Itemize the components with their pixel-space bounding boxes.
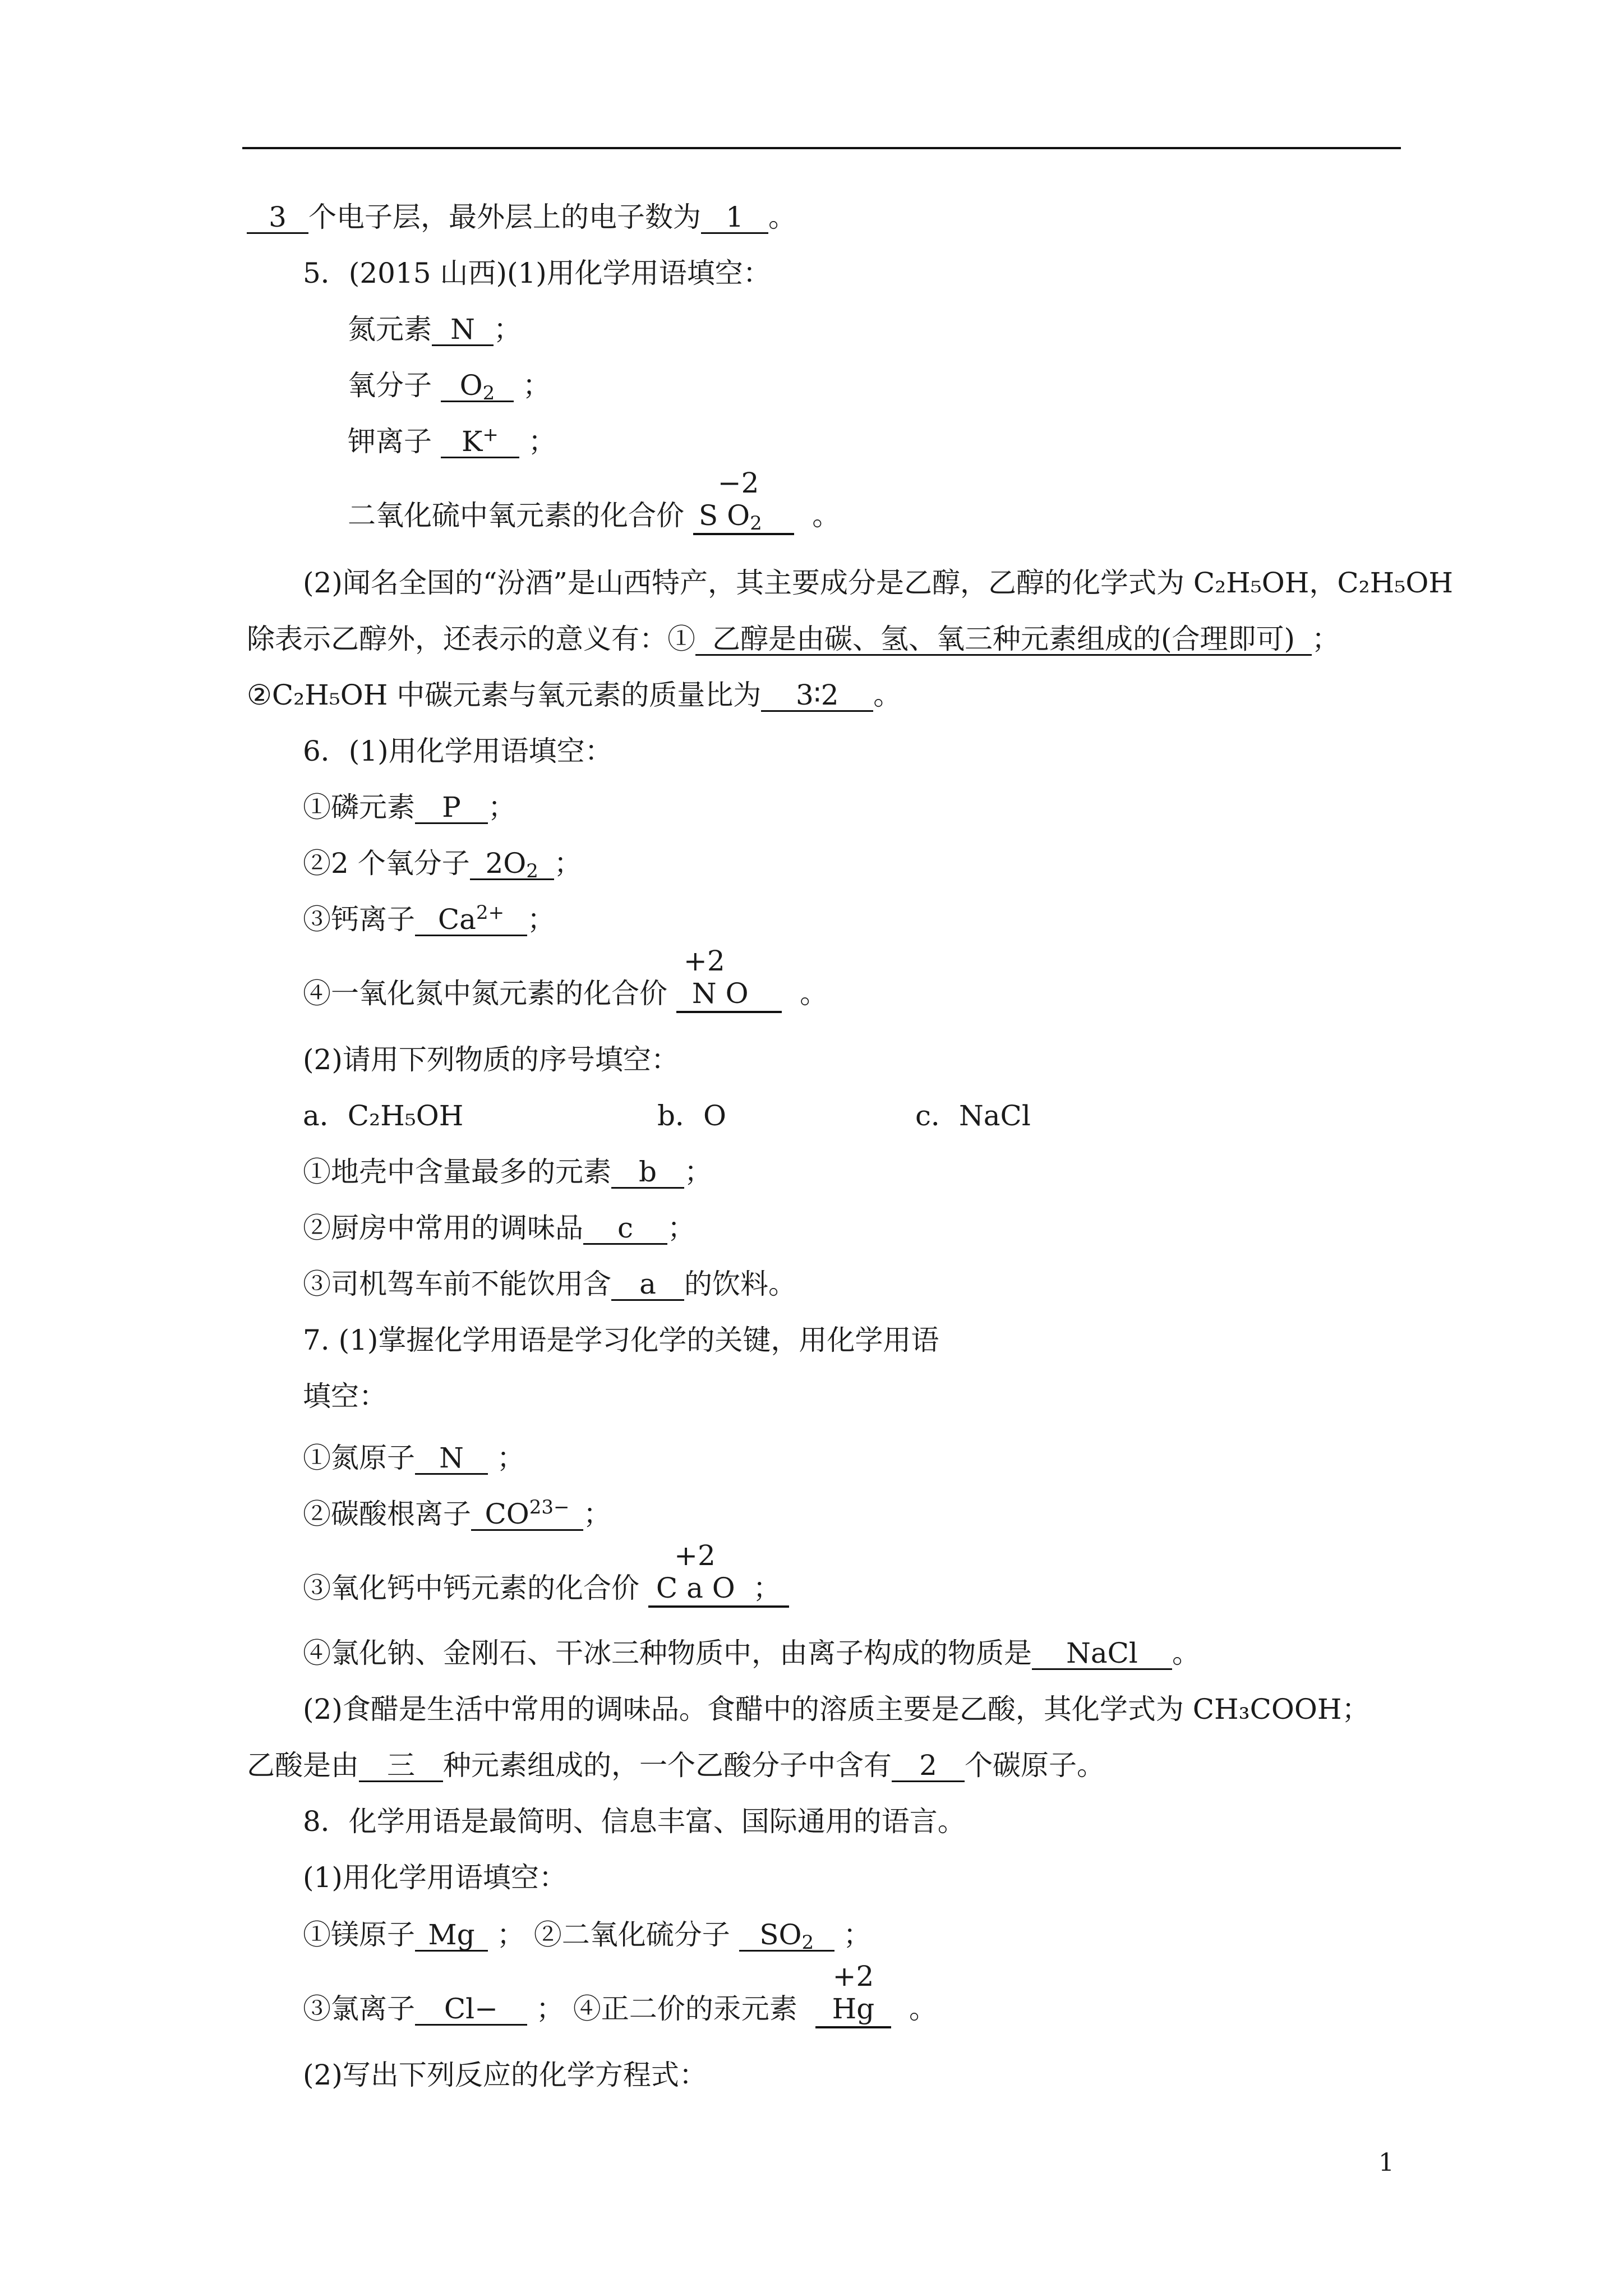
answer-blank: $Ca^{2+}$ — [415, 904, 527, 936]
text-line: (1)用化学用语填空： — [303, 1861, 567, 1894]
text-line: ③司机驾车前不能饮用含 a 的饮料。 — [303, 1268, 796, 1300]
text-line: ④氯化钠、金刚石、干冰三种物质中，由离子构成的物质是 NaCl 。 — [303, 1637, 1200, 1669]
answer-blank: c — [583, 1213, 667, 1245]
answer-blank: 1 — [701, 202, 768, 234]
answer-blank: 3∶2 — [761, 680, 873, 712]
text-line: (2)闻名全国的“汾酒”是山西特产，其主要成分是乙醇，乙醇的化学式为 C₂H₅OH，C₂H₅OH — [303, 567, 1453, 599]
text-line: 氮元素 N ； — [348, 313, 522, 346]
question-7-heading: 7. (1)掌握化学用语是学习化学的关键，用化学用语 — [303, 1324, 939, 1356]
text-line: 3 个电子层，最外层上的电子数为 1 。 — [247, 200, 796, 234]
answer-blank: $SO_2$ — [739, 1920, 834, 1952]
valence-formula: +2 Hg — [815, 1991, 892, 2028]
answer-blank: $2O_2$ — [470, 848, 554, 880]
header-rule — [242, 147, 1401, 149]
answer-blank: 乙醇是由碳、氢、氧三种元素组成的(合理即可) — [695, 624, 1312, 656]
text-line: ①地壳中含量最多的元素 b ； — [303, 1156, 712, 1188]
option-a: a．C₂H₅OH — [303, 1099, 464, 1132]
text-line: ③氧化钙中钙元素的化合价 C +2 a O ； — [303, 1571, 789, 1608]
text-line: ②碳酸根离子 $CO^{23-}$ ； — [303, 1496, 611, 1530]
text-line: (2)写出下列反应的化学方程式： — [303, 2059, 707, 2091]
text-line: ①镁原子 Mg ； ②二氧化硫分子 $SO_2$ ； — [303, 1918, 872, 1954]
text-line: ③钙离子 $Ca^{2+}$ ； — [303, 901, 555, 936]
text-line: (2)食醋是生活中常用的调味品。食醋中的溶质主要是乙酸，其化学式为 CH₃COOH； — [303, 1693, 1370, 1726]
valence-formula: +2 N O — [676, 976, 782, 1013]
question-6-heading: 6．(1)用化学用语填空： — [303, 735, 613, 767]
answer-blank: K+ — [441, 426, 519, 458]
text-line: 钾离子 K+ ； — [348, 424, 556, 458]
text-line: ①氮原子 N ； — [303, 1442, 525, 1474]
text-line: ②厨房中常用的调味品 c ； — [303, 1212, 695, 1244]
answer-blank: a — [611, 1269, 684, 1301]
question-5-heading: 5．(2015 山西)(1)用化学用语填空： — [303, 257, 771, 289]
answer-blank: Cl− — [415, 1994, 527, 2026]
text-line: 氧分子 $O_2$ ； — [348, 369, 551, 404]
answer-blank: $O_2$ — [441, 370, 514, 402]
page-number: 1 — [1378, 2148, 1394, 2177]
answer-blank: 三 — [359, 1750, 443, 1782]
answer-blank: 2 — [892, 1750, 965, 1782]
text-line: ④一氧化氮中氮元素的化合价 +2 N O 。 — [303, 976, 828, 1013]
text-line: ②2 个氧分子 $2O_2$ ； — [303, 847, 582, 882]
answer-blank: b — [611, 1157, 684, 1189]
text-line: 乙酸是由 三 种元素组成的，一个乙酸分子中含有 2 个碳原子。 — [247, 1749, 1105, 1782]
question-8-heading: 8．化学用语是最简明、信息丰富、国际通用的语言。 — [303, 1805, 966, 1838]
answer-blank: Mg — [415, 1920, 488, 1952]
answer-blank: N — [415, 1443, 488, 1475]
text-line: 填空： — [303, 1380, 387, 1412]
text-line: ③氯离子 Cl− ； ④正二价的汞元素 +2 Hg 。 — [303, 1991, 937, 2028]
answer-blank: $CO^{23-}$ — [471, 1499, 583, 1531]
text-line: 二氧化硫中氧元素的化合价 S −2 $O_2$ 。 — [348, 467, 841, 535]
answer-blank: P — [415, 792, 488, 824]
answer-blank: NaCl — [1032, 1638, 1172, 1670]
text-line: ②C₂H₅OH 中碳元素与氧元素的质量比为 3∶2 。 — [247, 679, 902, 711]
valence-formula: S −2 $O_2$ — [693, 498, 795, 535]
text-line: (2)请用下列物质的序号填空： — [303, 1043, 679, 1076]
answer-blank: 3 — [247, 202, 308, 234]
option-c: c．NaCl — [915, 1099, 1031, 1132]
answer-blank: N — [432, 314, 494, 346]
text-line: ①磷元素 P ； — [303, 791, 516, 823]
text-line: 除表示乙醇外，还表示的意义有：① 乙醇是由碳、氢、氧三种元素组成的(合理即可) ； — [247, 623, 1340, 655]
option-b: b．O — [657, 1099, 726, 1132]
valence-formula: C +2 a O ； — [648, 1571, 789, 1608]
